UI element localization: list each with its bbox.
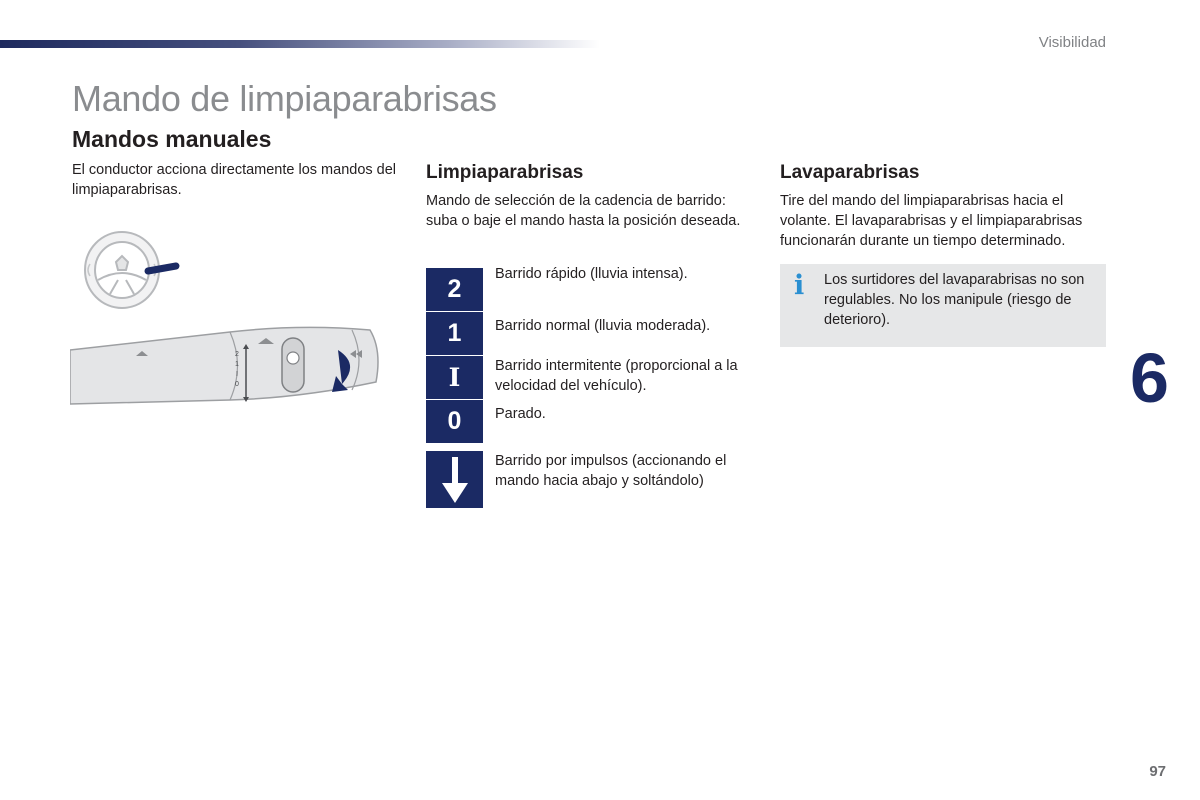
position-badge-1: 1 <box>426 312 483 355</box>
position-description: Barrido intermitente (proporcional a la velocidad del vehículo). <box>495 358 738 394</box>
page-number: 97 <box>1149 763 1166 780</box>
stalk-tick-label: 2 <box>235 351 239 358</box>
position-badge-2: 2 <box>426 268 483 311</box>
page-title: Mando de limpiaparabrisas <box>72 78 497 119</box>
stalk-tick-label: 1 <box>235 361 239 368</box>
lavaparabrisas-heading: Lavaparabrisas <box>780 162 920 183</box>
position-badge-intermittent: I <box>426 356 483 399</box>
section-name: Visibilidad <box>1038 34 1106 51</box>
lavaparabrisas-description: Tire del mando del limpiaparabrisas hacia el volante. El lavaparabrisas y el limpiaparabrisas funcionarán durante un tiempo determinado. <box>780 193 1083 249</box>
position-description: Barrido normal (lluvia moderada). <box>495 318 711 334</box>
steering-wheel-illustration <box>80 224 190 314</box>
position-description: Parado. <box>495 406 546 422</box>
info-note <box>780 264 1106 347</box>
list-item <box>426 268 756 311</box>
chapter-number: 6 <box>1130 339 1169 417</box>
wiper-stalk-illustration <box>70 320 390 412</box>
list-item <box>426 451 756 508</box>
list-item <box>426 400 756 443</box>
stalk-tick-label: 0 <box>235 381 239 388</box>
position-description: Barrido por impulsos (accionando el mando hacia abajo y soltándolo) <box>495 453 727 489</box>
position-description: Barrido rápido (lluvia intensa). <box>495 266 688 282</box>
section-subtitle: Mandos manuales <box>72 126 272 152</box>
wiper-positions-list <box>426 266 756 489</box>
position-badge-0: 0 <box>426 400 483 443</box>
intro-text: El conductor acciona directamente los mandos del limpiaparabrisas. <box>72 162 397 198</box>
header-accent-bar <box>0 40 600 48</box>
info-note-text: Los surtidores del lavaparabrisas no son regulables. No los manipule (riesgo de deterioro). <box>824 272 1085 328</box>
info-icon: i <box>794 270 805 301</box>
limpiaparabrisas-description: Mando de selección de la cadencia de barrido: suba o baje el mando hasta la posición deseada. <box>426 193 741 229</box>
limpiaparabrisas-heading: Limpiaparabrisas <box>426 162 584 183</box>
arrow-down-icon <box>426 451 483 508</box>
list-item <box>426 312 756 355</box>
list-item <box>426 356 756 399</box>
stalk-tick-label: I <box>236 371 238 378</box>
